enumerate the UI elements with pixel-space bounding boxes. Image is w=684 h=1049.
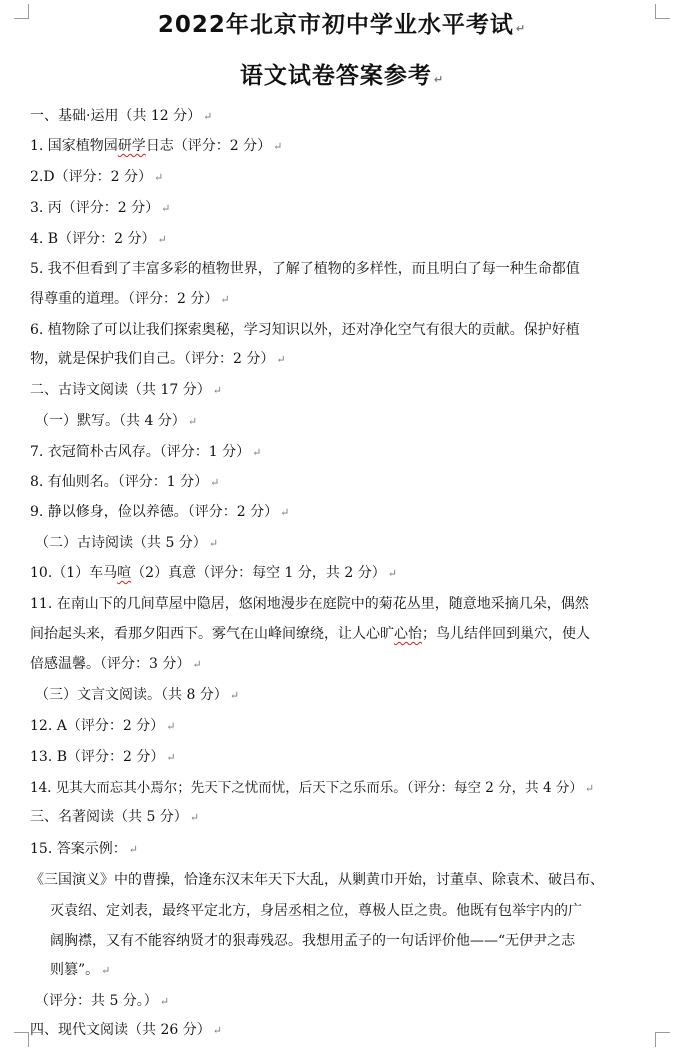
document-title: 2022年北京市初中学业水平考试 ↵ <box>157 12 527 38</box>
answer-line: 得尊重的道理。（评分：2 分） ↵ <box>30 291 230 307</box>
answer-line: 7. 衣冠简朴古风存。（评分：1 分） ↵ <box>30 444 262 460</box>
paragraph-mark-icon: ↵ <box>128 843 138 856</box>
answer-line: 3. 丙（评分：2 分） ↵ <box>30 200 171 216</box>
answer-line: 1. 国家植物园研学日志（评分：2 分） ↵ <box>30 138 283 154</box>
answer-line: 6. 植物除了可以让我们探索奥秘，学习知识以外，还对净化空气有很大的贡献。保护好植 <box>30 322 580 338</box>
spellcheck-squiggle: 研学 <box>117 138 146 154</box>
paragraph-mark-icon: ↵ <box>157 233 167 246</box>
paragraph-mark-icon: ↵ <box>433 73 445 86</box>
section-heading: 三、名著阅读（共 5 分） ↵ <box>30 809 200 825</box>
section-heading: 一、基础·运用（共 12 分） ↵ <box>30 108 213 124</box>
answer-line: 阔胸襟，又有不能容纳贤才的狠毒残忍。我想用孟子的一句话评价他——“无伊尹之志 <box>50 933 576 949</box>
paragraph-mark-icon: ↵ <box>166 751 176 764</box>
answer-line: 14. 见其大而忘其小焉尔；先天下之忧而忧，后天下之乐而乐。（评分：每空 2 分，共 4 分） ↵ <box>30 780 595 796</box>
subsection-heading: （二）古诗阅读（共 5 分） ↵ <box>35 535 219 551</box>
paragraph-mark-icon: ↵ <box>192 658 202 671</box>
answer-line: 11. 在南山下的几间草屋中隐居，悠闲地漫步在庭院中的菊花丛里，随意地采摘几朵，偶然 <box>30 596 589 612</box>
answer-line: 灭袁绍、定刘表，最终平定北方，身居丞相之位，尊极人臣之贵。他既有包举宇内的广 <box>50 903 582 919</box>
answer-line: 15. 答案示例： ↵ <box>30 841 138 857</box>
paragraph-mark-icon: ↵ <box>210 476 220 489</box>
subsection-heading: （一）默写。（共 4 分） ↵ <box>35 413 198 429</box>
paragraph-mark-icon: ↵ <box>166 720 176 733</box>
paragraph-mark-icon: ↵ <box>161 202 171 215</box>
section-heading: 二、古诗文阅读（共 17 分） ↵ <box>30 382 222 398</box>
paragraph-mark-icon: ↵ <box>584 782 595 795</box>
answer-line: 9. 静以修身，俭以养德。（评分：2 分） ↵ <box>30 504 290 520</box>
answer-line: 4. B（评分：2 分） ↵ <box>30 231 167 247</box>
paragraph-mark-icon: ↵ <box>159 995 170 1008</box>
paragraph-mark-icon: ↵ <box>220 293 230 306</box>
paragraph-mark-icon: ↵ <box>203 110 213 123</box>
spellcheck-squiggle: 心怡 <box>394 626 422 642</box>
answer-line: 《三国演义》中的曹操，恰逢东汉末年天下大乱，从剿黄巾开始，讨董卓、除袁术、破吕布、 <box>30 872 604 888</box>
answer-line: 10.（1）车马喧（2）真意（评分：每空 1 分，共 2 分） ↵ <box>30 565 397 581</box>
answer-line: 间抬起头来，看那夕阳西下。雾气在山峰间缭绕，让人心旷心怡；鸟儿结伴回到巢穴，使人 <box>30 626 590 642</box>
paragraph-mark-icon: ↵ <box>515 22 527 35</box>
answer-line: 物，就是保护我们自己。（评分：2 分） ↵ <box>30 351 286 367</box>
paragraph-mark-icon: ↵ <box>276 353 286 366</box>
page-corner-mark <box>14 1032 29 1047</box>
answer-line: 12. A（评分：2 分） ↵ <box>30 718 176 734</box>
answer-line: 则篡”。 ↵ <box>50 962 111 978</box>
subsection-heading: （三）文言文阅读。（共 8 分） ↵ <box>35 687 240 703</box>
paragraph-mark-icon: ↵ <box>189 811 200 824</box>
paragraph-mark-icon: ↵ <box>153 171 164 184</box>
paragraph-mark-icon: ↵ <box>280 506 290 519</box>
paragraph-mark-icon: ↵ <box>252 446 262 459</box>
paragraph-mark-icon: ↵ <box>273 140 283 153</box>
answer-line: 2.D（评分：2 分） ↵ <box>30 169 164 185</box>
document-subtitle: 语文试卷答案参考 ↵ <box>239 63 445 89</box>
section-heading: 四、现代文阅读（共 26 分） ↵ <box>30 1022 222 1038</box>
paragraph-mark-icon: ↵ <box>101 964 111 977</box>
answer-line: 倍感温馨。（评分：3 分） ↵ <box>30 656 202 672</box>
answer-line: 8. 有仙则名。（评分：1 分） ↵ <box>30 474 220 490</box>
paragraph-mark-icon: ↵ <box>229 689 240 702</box>
paragraph-mark-icon: ↵ <box>387 567 397 580</box>
score-note: （评分：共 5 分。） ↵ <box>35 993 170 1009</box>
paragraph-mark-icon: ↵ <box>212 384 222 397</box>
page-corner-mark <box>655 1032 670 1047</box>
answer-line: 5. 我不但看到了丰富多彩的植物世界，了解了植物的多样性，而且明白了每一种生命都值 <box>30 261 580 277</box>
paragraph-mark-icon: ↵ <box>212 1024 222 1037</box>
spellcheck-squiggle: 喧 <box>117 565 132 581</box>
answer-line: 13. B（评分：2 分） ↵ <box>30 749 176 765</box>
paragraph-mark-icon: ↵ <box>208 537 219 550</box>
paragraph-mark-icon: ↵ <box>187 415 198 428</box>
